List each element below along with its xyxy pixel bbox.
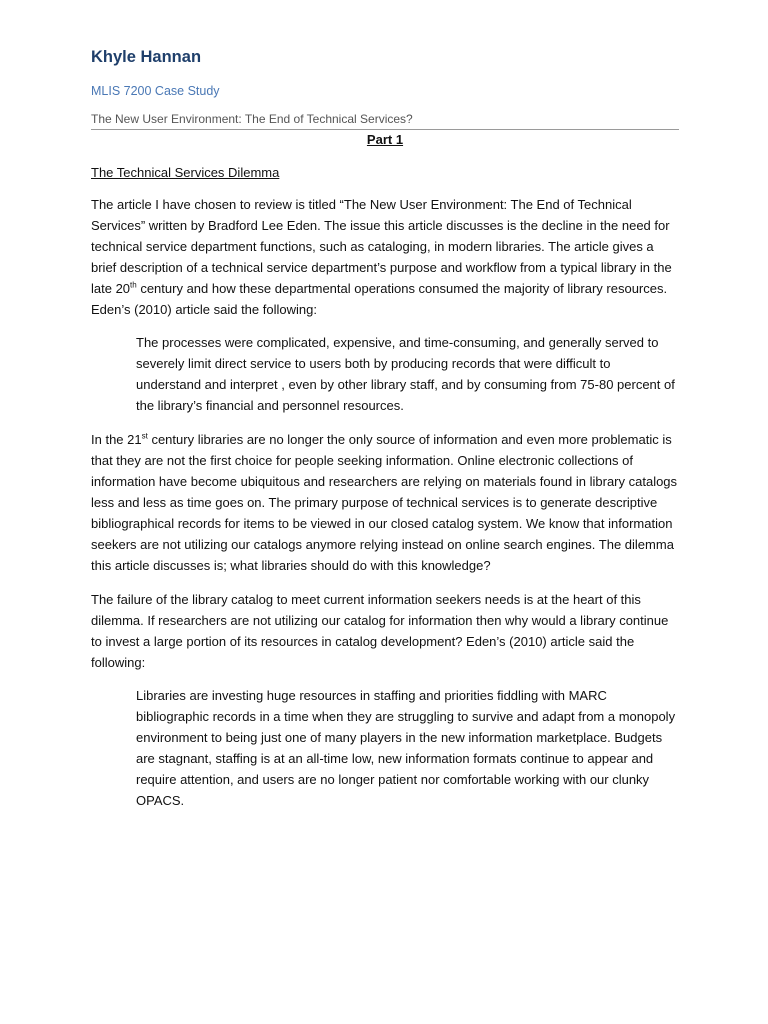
block-quote-1: The processes were complicated, expensive, and time-consuming, and generally served to severely limit direct service to users both by producing records that were difficult to understand and interpret , even by other library staff, and by consuming from 75-80 percent of the library’s financial and personnel resources. (136, 335, 675, 413)
course-title: MLIS 7200 Case Study (91, 84, 220, 98)
author-name: Khyle Hannan (91, 48, 202, 66)
section-heading: The Technical Services Dilemma (91, 165, 280, 180)
paragraph-1 (91, 194, 679, 320)
paragraph-2-text-b: century libraries are no longer the only source of information and even more problematic is that they are not the first choice for people seeking information. Online electronic collections of information have become ubiquitous and researchers are relying on materials found in library catalogs less and less as time goes on. The primary purpose of technical services is to generate descriptive bibliographical records for items to be viewed in our closed catalog system. We know that information seekers are not utilizing our catalogs anymore relying instead on online search engines. The dilemma this article discusses is; what libraries should do with this knowledge? (91, 432, 678, 573)
paragraph-2-text-a: In the 21 (91, 432, 142, 447)
paragraph-1-superscript: th (130, 280, 137, 290)
header-title: The New User Environment: The End of Technical Services? (91, 112, 413, 126)
part-heading: Part 1 (366, 132, 404, 147)
paragraph-3: The failure of the library catalog to meet current information seekers needs is at the heart of this dilemma. If researchers are not utilizing our catalog for information then why would a library continue to invest a large portion of its resources in catalog development? Eden’s (2010) article said the following: (91, 592, 669, 670)
paragraph-1-text-a: The article I have chosen to review is titled “The New User Environment: The End of Technical Services” written by Bradford Lee Eden. The issue this article discusses is the decline in the need for technical service department functions, such as cataloging, in modern libraries. The article gives a brief description of a technical service department’s purpose and workflow from a typical library in the late 20 (91, 197, 672, 296)
paragraph-2-superscript: st (141, 431, 148, 441)
block-quote-2: Libraries are investing huge resources in staffing and priorities fiddling with MARC bibliographic records in a time when they are struggling to survive and adapt from a monopoly environment to being just one of many players in the new information marketplace. Budgets are stagnant, staffing is at an all-time low, new information formats continue to appear and require attention, and users are no longer patient nor comfortable working with our clunky OPACS. (136, 688, 676, 808)
paragraph-1-text-b: century and how these departmental operations consumed the majority of library resources. Eden’s (2010) article said the following: (91, 281, 668, 317)
header-rule (91, 129, 679, 130)
document-page (91, 40, 679, 811)
paragraph-2 (91, 429, 679, 576)
